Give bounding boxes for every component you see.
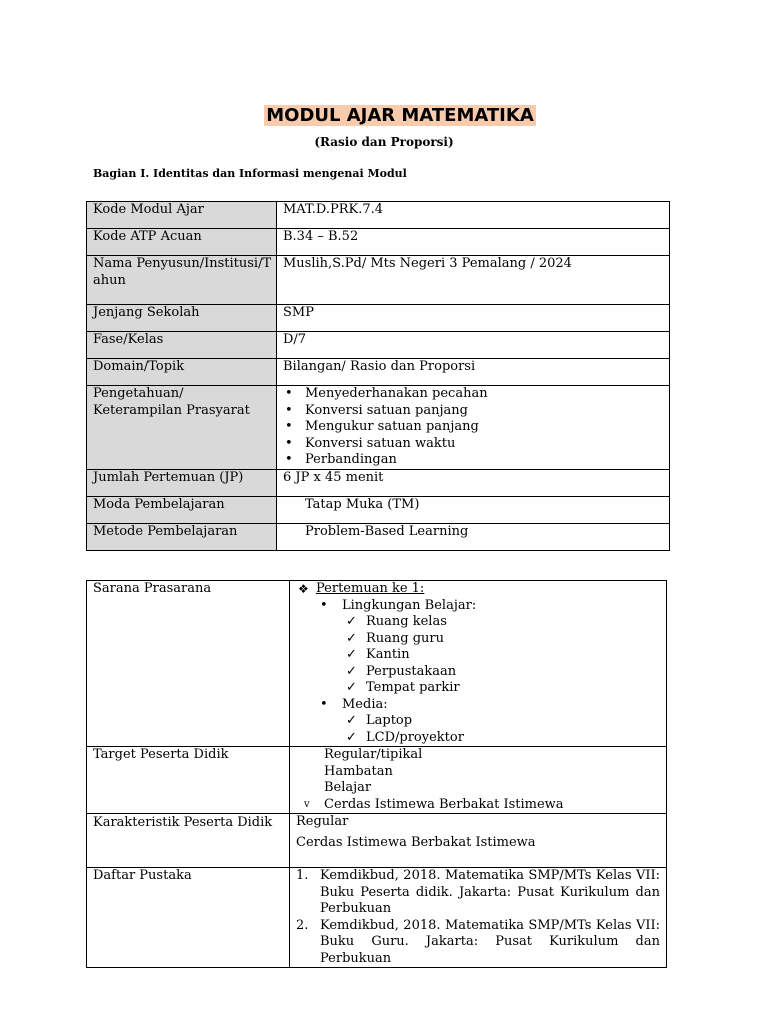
table-row <box>87 814 667 868</box>
checkmark-icon: ✓ <box>346 663 357 679</box>
list-item: ✓ Laptop <box>346 713 413 728</box>
identity-table <box>86 201 670 551</box>
table-row <box>87 332 670 359</box>
row-label: Metode Pembelajaran <box>87 524 277 551</box>
document-subtitle: (Rasio dan Proporsi) <box>314 135 454 149</box>
list-item: Hambatan <box>324 763 393 779</box>
row-label: Jumlah Pertemuan (JP) <box>87 470 277 497</box>
list-item: Belajar <box>324 780 372 795</box>
row-label: Domain/Topik <box>87 359 277 386</box>
table-row <box>87 497 670 524</box>
meeting-item: ❖ Pertemuan ke 1: <box>298 581 425 596</box>
row-label: Kode ATP Acuan <box>87 229 277 256</box>
table-row <box>87 470 670 497</box>
list-item: ✓ LCD/proyektor <box>346 729 464 745</box>
bullet-icon: • <box>320 696 328 712</box>
list-item: Cerdas Istimewa Berbakat Istimewa <box>296 834 536 850</box>
reference-item: 2. Kemdikbud, 2018. Matematika SMP/MTs Kelas VII: Buku Guru. Jakarta: Pusat Kurikulum dan Perbukuan <box>296 917 660 966</box>
row-value: Muslih,S.Pd/ Mts Negeri 3 Pemalang / 2024 <box>277 256 670 305</box>
row-value: MAT.D.PRK.7.4 <box>277 202 670 229</box>
list-item: Regular/tipikal <box>324 747 423 762</box>
row-label: Fase/Kelas <box>87 332 277 359</box>
table-row <box>87 581 667 747</box>
row-value <box>290 814 667 868</box>
list-item: • Konversi satuan waktu <box>283 436 669 453</box>
prerequisite-list <box>283 386 669 469</box>
check-bullet-icon: v <box>304 798 310 810</box>
list-item: • Perbandingan <box>283 452 669 469</box>
checkmark-icon: ✓ <box>346 729 357 745</box>
table-row <box>87 359 670 386</box>
row-label: Karakteristik Peserta Didik <box>87 814 290 868</box>
row-label: Jenjang Sekolah <box>87 305 277 332</box>
document-title <box>0 104 768 128</box>
table-row <box>87 229 670 256</box>
row-label: Target Peserta Didik <box>87 747 290 814</box>
row-value: D/7 <box>277 332 670 359</box>
table-row <box>87 747 667 814</box>
row-value: B.34 – B.52 <box>277 229 670 256</box>
list-item: • Konversi satuan panjang <box>283 403 669 420</box>
table-row <box>87 386 670 470</box>
list-item: ✓ Ruang guru <box>346 630 445 646</box>
row-label: Pengetahuan/ Keterampilan Prasyarat <box>87 386 277 470</box>
row-label: Moda Pembelajaran <box>87 497 277 524</box>
row-value <box>290 747 667 814</box>
reference-item: 1. Kemdikbud, 2018. Matematika SMP/MTs Kelas VII: Buku Peserta didik. Jakarta: Pusat Kurikulum dan Perbukuan <box>296 868 660 916</box>
env-heading: • Lingkungan Belajar: <box>320 597 477 613</box>
row-value <box>290 868 667 968</box>
bullet-icon: • <box>320 597 328 613</box>
list-item: ✓ Ruang kelas <box>346 614 447 629</box>
row-value <box>290 581 667 747</box>
row-label: Kode Modul Ajar <box>87 202 277 229</box>
checkmark-icon: ✓ <box>346 647 357 662</box>
row-value: Problem-Based Learning <box>277 524 670 551</box>
checkmark-icon: ✓ <box>346 630 357 646</box>
checkmark-icon: ✓ <box>346 614 357 629</box>
row-value: Bilangan/ Rasio dan Proporsi <box>277 359 670 386</box>
row-value <box>277 386 670 470</box>
section-heading: Bagian I. Identitas dan Informasi mengenai Modul <box>93 167 407 180</box>
row-label: Sarana Prasarana <box>87 581 290 747</box>
media-heading: • Media: <box>320 696 388 712</box>
list-item: ✓ Tempat parkir <box>346 680 460 695</box>
list-item: v Cerdas Istimewa Berbakat Istimewa <box>304 796 564 812</box>
table-row <box>87 202 670 229</box>
checkmark-icon: ✓ <box>346 680 357 695</box>
row-value: Tatap Muka (TM) <box>277 497 670 524</box>
list-item: ✓ Kantin <box>346 647 410 662</box>
list-item: • Menyederhanakan pecahan <box>283 386 669 403</box>
title-text: MODUL AJAR MATEMATIKA <box>266 105 534 126</box>
diamond-bullet-icon: ❖ <box>298 582 309 596</box>
list-item: • Mengukur satuan panjang <box>283 419 669 436</box>
row-label: Daftar Pustaka <box>87 868 290 968</box>
table-row <box>87 305 670 332</box>
row-value: 6 JP x 45 menit <box>277 470 670 497</box>
details-table <box>86 580 667 968</box>
checkmark-icon: ✓ <box>346 713 357 728</box>
list-item: Regular <box>296 814 349 829</box>
row-label: Nama Penyusun/Institusi/Tahun <box>87 256 277 305</box>
table-row <box>87 524 670 551</box>
row-value: SMP <box>277 305 670 332</box>
table-row <box>87 868 667 968</box>
table-row <box>87 256 670 305</box>
list-item: ✓ Perpustakaan <box>346 663 457 679</box>
